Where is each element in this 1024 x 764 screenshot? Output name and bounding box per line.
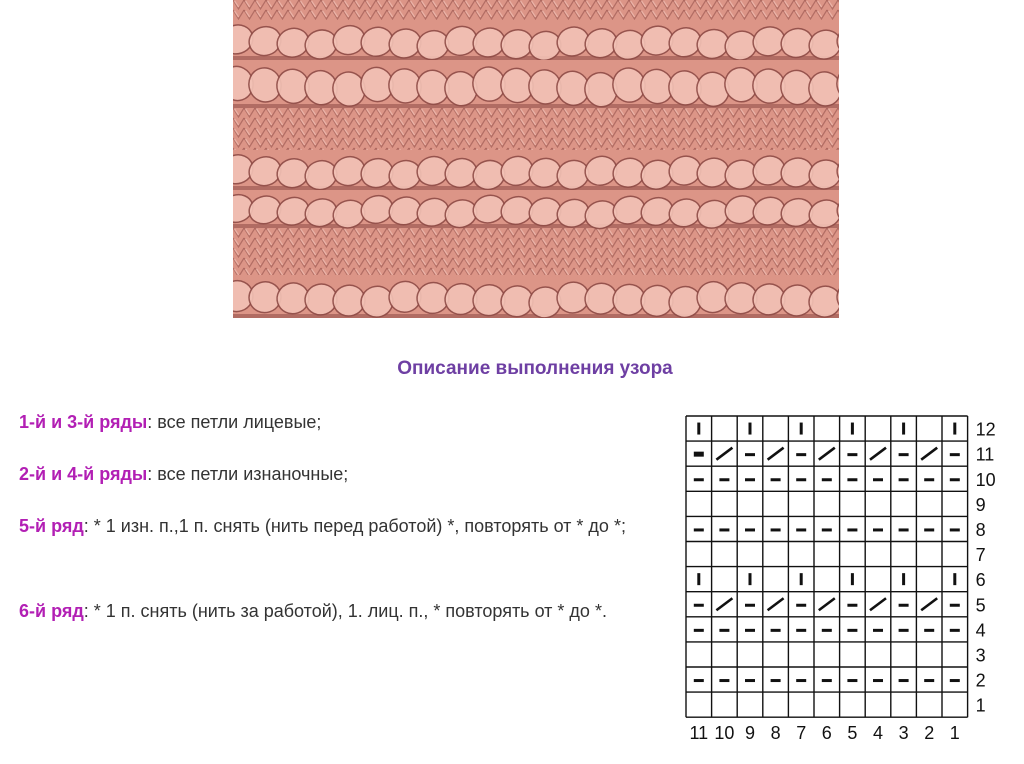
- row-text: : все петли изнаночные;: [147, 464, 349, 484]
- row-text: : все петли лицевые;: [147, 412, 322, 432]
- column-number-label: 9: [744, 723, 756, 744]
- column-number-label: 4: [872, 723, 884, 744]
- row-number-label: 2: [975, 670, 986, 691]
- row-label: 1-й и 3-й ряды: [19, 412, 148, 432]
- column-number-label: 11: [689, 723, 709, 744]
- slipped-stitch-ridge: [233, 20, 839, 64]
- row-text: : * 1 п. снять (нить за работой), 1. лиц. п., * повторять от * до *.: [83, 601, 607, 621]
- row-text: : * 1 изн. п.,1 п. снять (нить перед работой) *, повторять от * до *;: [83, 516, 626, 536]
- row-instruction-6: [19, 594, 679, 628]
- chart-symbol-row-5-col-10: [921, 598, 937, 610]
- knitted-fabric-photo: [233, 0, 839, 318]
- knitting-chart: [676, 408, 1016, 764]
- column-number-label: 7: [796, 723, 807, 744]
- row-number-label: 8: [975, 519, 986, 540]
- row-number-label: 4: [975, 620, 986, 641]
- chart-symbol-row-5-col-2: [716, 598, 732, 610]
- chart-symbol-row-11-col-10: [921, 448, 937, 460]
- column-number-label: 5: [847, 723, 858, 744]
- column-number-label: 6: [821, 723, 832, 744]
- row-number-label: 11: [975, 444, 995, 465]
- row-label: 6-й ряд: [19, 601, 84, 621]
- column-number-label: 10: [714, 723, 735, 744]
- row-number-label: 7: [975, 545, 986, 566]
- row-label: 5-й ряд: [19, 516, 84, 536]
- row-number-label: 3: [975, 645, 986, 666]
- row-label: 2-й и 4-й ряды: [19, 464, 148, 484]
- chart-symbol-row-11-col-4: [768, 448, 784, 460]
- slipped-stitch-ridge: [233, 60, 839, 111]
- column-number-label: 8: [770, 723, 781, 744]
- row-instruction-5: [19, 509, 679, 543]
- chart-symbol-row-11-col-6: [819, 448, 835, 460]
- knitting-chart-grid: [676, 408, 1016, 764]
- chart-symbol-row-11-col-2: [716, 448, 732, 460]
- row-number-label: 12: [975, 419, 996, 440]
- row-number-label: 1: [975, 695, 986, 716]
- slipped-stitch-ridge: [233, 275, 839, 318]
- row-number-label: 6: [975, 570, 986, 591]
- chart-symbol-row-11-col-1: [694, 452, 704, 457]
- column-number-label: 1: [949, 723, 960, 744]
- row-number-label: 10: [975, 469, 996, 490]
- slipped-stitch-ridge: [233, 190, 839, 233]
- row-instruction-2-4: [19, 457, 679, 491]
- row-number-label: 5: [975, 595, 986, 616]
- row-number-label: 9: [975, 494, 986, 515]
- chart-symbol-row-11-col-8: [870, 448, 886, 460]
- pattern-description-title: Описание выполнения узора: [397, 358, 673, 379]
- chart-symbol-row-5-col-8: [870, 598, 886, 610]
- column-number-label: 2: [924, 723, 935, 744]
- chart-symbol-row-5-col-4: [768, 598, 784, 610]
- knitted-fabric-image: [233, 0, 839, 318]
- chart-symbol-row-5-col-6: [819, 598, 835, 610]
- slipped-stitch-ridge: [233, 150, 839, 194]
- row-instruction-1-3: [19, 405, 679, 439]
- chart-gridlines: [686, 416, 968, 717]
- column-number-label: 3: [898, 723, 909, 744]
